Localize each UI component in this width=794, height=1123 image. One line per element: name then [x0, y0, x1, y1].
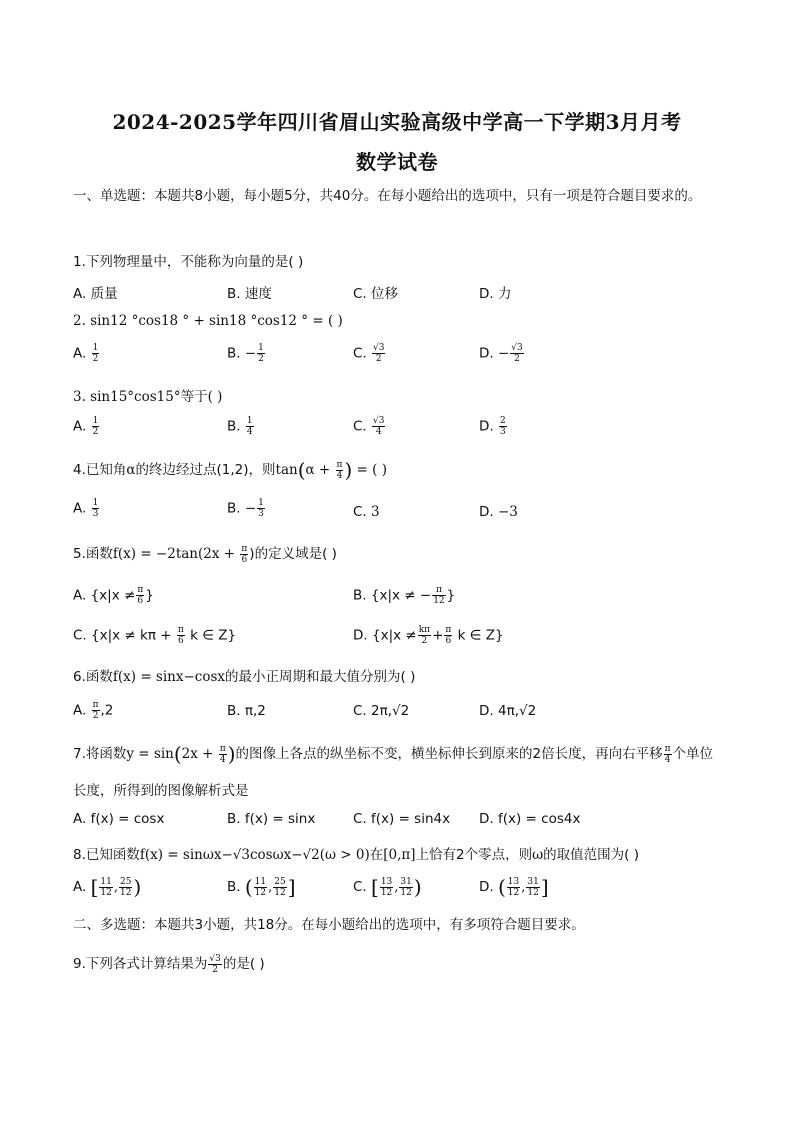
fraction-numerator: 13 — [507, 876, 520, 887]
fraction — [257, 498, 265, 519]
option-value: −3 — [497, 504, 518, 520]
fraction-denominator: 3 — [92, 509, 99, 519]
question-3-option-b — [227, 416, 255, 437]
function-expression: y = sin — [126, 746, 174, 762]
question-5-option-d — [353, 625, 504, 646]
exam-title: 2024-2025学年四川省眉山实验高级中学高一下学期3月月考 — [112, 110, 682, 134]
option-label: B. — [227, 879, 241, 895]
fraction — [119, 877, 132, 898]
stem-text: )的定义域是( ) — [249, 546, 337, 562]
question-1-option-b: B. 速度 — [227, 286, 272, 302]
fraction-denominator: 2 — [212, 964, 218, 975]
comma: , — [521, 880, 526, 895]
question-7-option-b: B. f(x) = sinx — [227, 811, 316, 827]
question-6-stem — [73, 665, 415, 685]
interval-open: [ — [90, 875, 99, 899]
interval-close: ] — [540, 875, 549, 899]
fraction-denominator: 12 — [380, 887, 393, 898]
fraction — [136, 585, 144, 606]
fraction-denominator: 12 — [120, 887, 132, 898]
fraction-numerator: 13 — [380, 876, 393, 887]
fraction-numerator: 25 — [274, 876, 286, 887]
stem-text: 4.已知角 — [73, 462, 127, 478]
question-7-option-d: D. f(x) = cos4x — [479, 811, 581, 827]
fraction — [526, 877, 539, 898]
fraction-denominator: 4 — [664, 754, 671, 765]
fraction — [336, 460, 344, 481]
question-3-option-c — [353, 416, 386, 437]
set-expression: {x|x ≠ − — [370, 587, 432, 604]
stem-text: 上恰有2个零点，则 — [415, 847, 533, 863]
question-5-stem — [73, 542, 337, 565]
omega-symbol: ω — [532, 847, 544, 863]
option-label: A. — [73, 500, 87, 517]
option-label: B. — [227, 418, 241, 435]
set-tail: k ∈ Z} — [457, 627, 504, 644]
question-1-option-c: C. 位移 — [353, 286, 399, 302]
interval-close: ) — [133, 875, 142, 899]
fraction-denominator: 4 — [246, 427, 253, 437]
fraction-denominator: 2 — [92, 711, 99, 721]
question-9-stem — [73, 952, 265, 975]
fraction — [444, 625, 452, 646]
fraction-denominator: 12 — [507, 887, 520, 898]
option-label: D. — [479, 504, 494, 520]
option-label: B. — [353, 587, 367, 604]
interval-open: ( — [497, 875, 506, 899]
fraction-denominator: 2 — [514, 354, 520, 364]
fraction-denominator: 6 — [445, 636, 452, 646]
option-label: A. — [73, 702, 87, 719]
stem-text: 7.将函数 — [73, 746, 127, 762]
interval: [0,π] — [383, 847, 416, 863]
fraction — [510, 343, 523, 364]
stem-text: 的图像上各点的纵坐标不变，横坐标伸长到原来的2倍长度，再向右平移 — [235, 746, 663, 762]
right-paren: ) — [344, 458, 353, 482]
fraction-denominator: 2 — [92, 427, 99, 437]
question-2-option-c — [353, 343, 386, 364]
fraction-numerator: kπ — [418, 625, 431, 635]
interval-open: [ — [371, 875, 379, 899]
option-label: A. — [73, 345, 87, 362]
stem-text: 的终边经过点(1,2)，则 — [135, 462, 276, 478]
stem-text: 5.函数 — [73, 546, 113, 562]
question-8-stem — [73, 843, 639, 863]
exam-subtitle: 数学试卷 — [356, 150, 438, 174]
question-4-option-b — [227, 498, 266, 519]
question-3-option-a — [73, 416, 100, 437]
question-8-option-b — [227, 875, 296, 899]
fraction — [92, 416, 100, 437]
stem-text: 8.已知函数 — [73, 847, 140, 863]
question-7-stem — [73, 742, 713, 766]
option-label: C. — [353, 345, 367, 362]
fraction — [99, 877, 112, 898]
fraction-numerator: 31 — [400, 876, 412, 887]
fraction-denominator: 12 — [274, 887, 286, 898]
question-6-option-b: B. π,2 — [227, 703, 266, 719]
set-close: } — [446, 587, 456, 604]
interval-open: ( — [244, 875, 253, 899]
option-label: C. — [73, 627, 87, 644]
fraction-denominator: 12 — [400, 887, 412, 898]
question-6-option-d: D. 4π,√2 — [479, 703, 537, 719]
section-2-heading: 二、多选题：本题共3小题，共18分。在每小题给出的选项中，有多项符合题目要求。 — [73, 917, 585, 933]
option-value: 3 — [371, 504, 380, 520]
option-label: B. — [227, 345, 241, 362]
left-paren: ( — [297, 458, 306, 482]
question-8-option-a — [73, 875, 141, 899]
fraction — [208, 954, 221, 975]
fraction — [664, 744, 672, 765]
fraction — [92, 343, 100, 364]
stem-text: 的是( ) — [222, 956, 265, 972]
set-expression: {x|x ≠ — [90, 587, 136, 604]
fraction — [240, 544, 248, 565]
option-label: B. — [227, 500, 241, 517]
option-label: A. — [73, 418, 87, 435]
fraction-numerator: π — [664, 743, 671, 754]
fraction-numerator: π — [336, 459, 343, 470]
question-4-option-d — [479, 504, 518, 520]
fraction-numerator: √3 — [373, 416, 385, 426]
question-3-option-d — [479, 416, 508, 437]
stem-text: = ( ) — [352, 462, 387, 478]
question-4-option-a — [73, 498, 100, 519]
stem-text: 的最小正周期和最大值分别为( ) — [225, 669, 416, 685]
fraction — [372, 416, 385, 437]
fraction — [254, 877, 267, 898]
fraction — [499, 416, 507, 437]
alpha-symbol: α — [126, 462, 136, 478]
fraction-numerator: 1 — [92, 498, 99, 508]
question-8-option-d — [479, 875, 549, 899]
fraction — [177, 625, 185, 646]
fraction-denominator: 6 — [241, 554, 248, 565]
fraction-numerator: π — [432, 585, 445, 596]
question-2-option-a — [73, 343, 100, 364]
fraction-numerator: π — [177, 625, 184, 635]
fraction-numerator: 1 — [258, 498, 264, 508]
function-expression: f(x) = −2tan(2x + — [112, 546, 240, 562]
fraction — [92, 498, 100, 519]
function-expression: f(x) = sinωx−√3cosωx−√2(ω > 0) — [139, 847, 370, 863]
fraction — [418, 625, 431, 646]
fraction-denominator: 6 — [177, 636, 184, 646]
fraction — [219, 744, 227, 765]
fraction-numerator: 1 — [92, 416, 99, 426]
argument: α + — [305, 462, 335, 478]
fraction — [273, 877, 286, 898]
fraction — [380, 877, 393, 898]
set-tail: k ∈ Z} — [190, 627, 237, 644]
question-1-option-d: D. 力 — [479, 286, 512, 302]
option-label: C. — [353, 418, 367, 435]
fraction — [507, 877, 520, 898]
fraction-denominator: 12 — [254, 887, 267, 898]
fraction-denominator: 3 — [258, 509, 264, 519]
option-label: D. — [353, 627, 368, 644]
fraction — [372, 343, 385, 364]
question-7-stem-line-2: 长度，所得到的图像解析式是 — [73, 783, 249, 799]
fraction-numerator: π — [219, 743, 226, 754]
comma: , — [394, 880, 399, 895]
question-1-option-a: A. 质量 — [73, 286, 118, 302]
minus-sign: − — [497, 345, 510, 362]
fraction-numerator: π — [241, 543, 248, 554]
fraction-numerator: √3 — [373, 343, 385, 353]
interval-close: ] — [287, 875, 296, 899]
fraction-numerator: √3 — [209, 953, 221, 964]
question-1-stem: 1.下列物理量中，不能称为向量的是( ) — [73, 254, 304, 270]
minus-sign: − — [244, 500, 257, 517]
fraction — [432, 585, 445, 606]
fraction-numerator: 2 — [499, 416, 506, 426]
fraction-numerator: 11 — [254, 876, 267, 887]
fraction-denominator: 2 — [421, 636, 428, 646]
option-label: D. — [479, 879, 494, 895]
interval-close: ) — [413, 875, 422, 899]
tan-function: tan — [275, 462, 298, 478]
option-tail: ,2 — [100, 702, 114, 719]
question-3-stem: 3. sin15°cos15°等于( ) — [73, 389, 223, 405]
plus-sign: + — [432, 627, 444, 644]
left-paren: ( — [173, 742, 182, 766]
right-paren: ) — [227, 742, 236, 766]
fraction-numerator: 31 — [527, 876, 539, 887]
question-5-option-b — [353, 585, 455, 606]
fraction-numerator: 25 — [120, 876, 132, 887]
fraction-denominator: 2 — [375, 354, 382, 364]
fraction-numerator: √3 — [511, 343, 523, 353]
fraction-denominator: 4 — [336, 470, 343, 481]
function-expression: f(x) = sinx−cosx — [112, 669, 226, 685]
option-label: C. — [353, 879, 367, 895]
option-label: D. — [479, 418, 494, 435]
question-5-option-a — [73, 585, 154, 606]
fraction — [399, 877, 412, 898]
question-6-option-a — [73, 700, 113, 721]
fraction-numerator: π — [445, 625, 452, 635]
question-7-option-a: A. f(x) = cosx — [73, 811, 165, 827]
stem-text: 在 — [369, 847, 384, 863]
fraction-denominator: 4 — [219, 754, 226, 765]
fraction-denominator: 12 — [527, 887, 539, 898]
fraction-numerator: π — [92, 700, 99, 710]
fraction-denominator: 2 — [92, 354, 99, 364]
question-8-option-c — [353, 875, 422, 899]
option-label: A. — [73, 879, 87, 895]
minus-sign: − — [244, 345, 257, 362]
question-2-stem: 2. sin12 °cos18 ° + sin18 °cos12 ° = ( ) — [73, 313, 343, 329]
question-4-stem — [73, 458, 387, 482]
fraction-numerator: 1 — [246, 416, 253, 426]
fraction — [257, 343, 265, 364]
fraction-numerator: 1 — [92, 343, 99, 353]
stem-text: 个单位 — [672, 746, 714, 762]
section-1-heading: 一、单选题：本题共8小题，每小题5分，共40分。在每小题给出的选项中，只有一项是符合题目要求的。 — [73, 188, 702, 204]
question-7-option-c: C. f(x) = sin4x — [353, 811, 451, 827]
fraction — [246, 416, 254, 437]
question-2-option-d — [479, 343, 525, 364]
set-close: } — [145, 587, 154, 604]
question-2-option-b — [227, 343, 266, 364]
option-label: A. — [73, 587, 87, 604]
fraction — [92, 700, 100, 721]
argument: 2x + — [181, 746, 218, 762]
stem-text: 的取值范围为( ) — [543, 847, 639, 863]
option-label: C. — [353, 504, 367, 520]
set-expression: {x|x ≠ — [371, 627, 417, 644]
fraction-denominator: 12 — [100, 887, 112, 898]
comma: , — [268, 880, 273, 895]
fraction-denominator: 6 — [137, 596, 144, 606]
fraction-denominator: 2 — [258, 354, 264, 364]
comma: , — [113, 880, 118, 895]
question-5-option-c — [73, 625, 236, 646]
set-expression: {x|x ≠ kπ + — [91, 627, 176, 644]
fraction-denominator: 4 — [375, 427, 382, 437]
stem-text: 6.函数 — [73, 669, 113, 685]
fraction-denominator: 12 — [433, 596, 445, 606]
fraction-numerator: 1 — [258, 343, 264, 353]
question-4-option-c — [353, 504, 380, 520]
fraction-numerator: 11 — [100, 876, 112, 887]
fraction-denominator: 3 — [499, 427, 506, 437]
question-6-option-c: C. 2π,√2 — [353, 703, 410, 719]
fraction-numerator: π — [137, 585, 144, 595]
option-label: D. — [479, 345, 494, 362]
stem-text: 9.下列各式计算结果为 — [73, 956, 208, 972]
